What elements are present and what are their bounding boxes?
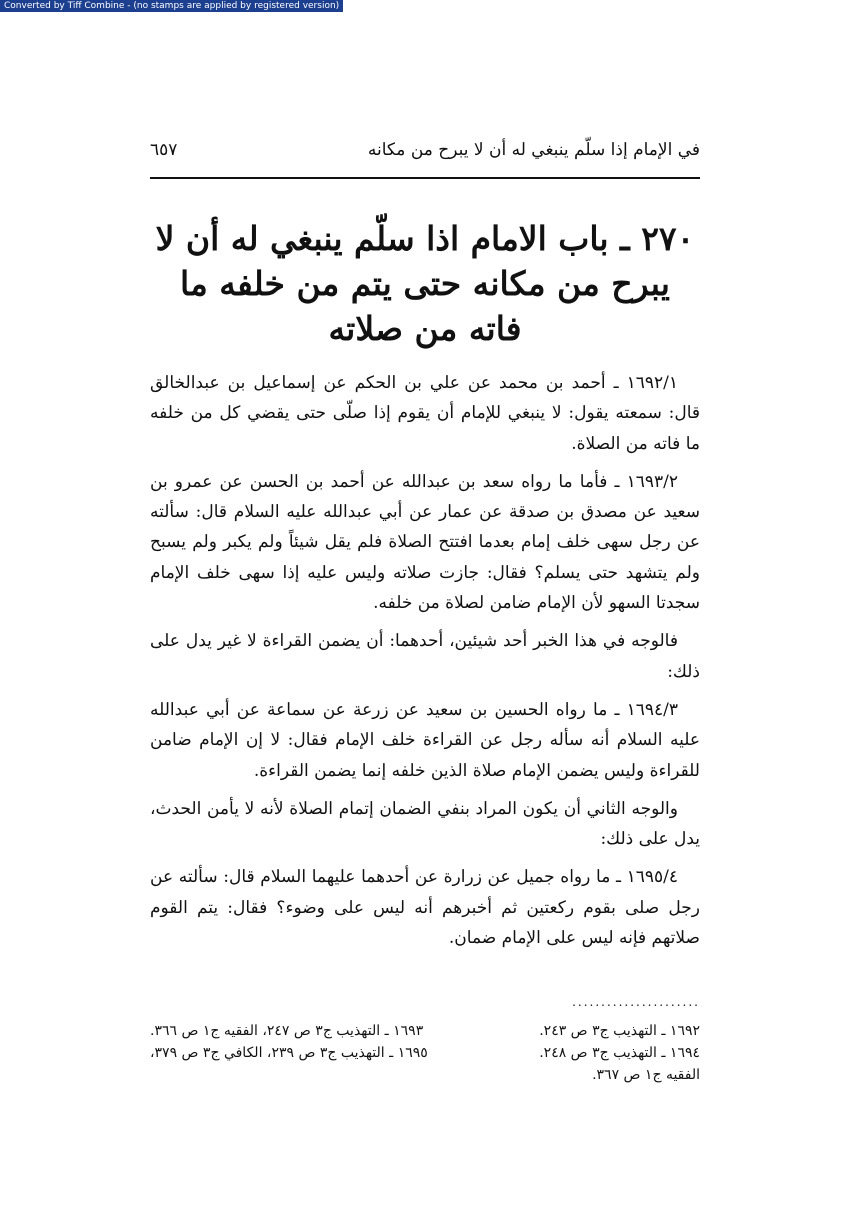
footnote-row — [150, 1020, 700, 1042]
running-title: في الإمام إذا سلّم ينبغي له أن لا يبرح من مكانه — [367, 140, 700, 160]
footnote-1695: ١٦٩٥ ـ التهذيب ج٣ ص ٢٣٩، الكافي ج٣ ص ٣٧٩، — [150, 1045, 428, 1061]
footnote-row — [150, 1042, 700, 1064]
page-header — [150, 132, 700, 168]
paragraph-hadith-1695: ١٦٩٥/٤ ـ ما رواه جميل عن زرارة عن أحدهما عليهما السلام قال: سألته عن رجل صلى بقوم ركعتين ثم أخبرهم أنه ليس على وضوء؟ فقال: يتم القوم صلاتهم فإنه ليس على الإمام ضمان. — [150, 867, 700, 949]
footnote-separator: ...................... — [572, 995, 700, 1009]
page-number: ٦٥٧ — [150, 140, 178, 160]
paragraph-commentary-2: والوجه الثاني أن يكون المراد بنفي الضمان إتمام الصلاة لأنه لا يأمن الحدث، يدل على ذلك: — [150, 798, 700, 850]
paragraph-hadith-1693: ١٦٩٣/٢ ـ فأما ما رواه سعد بن عبدالله عن أحمد بن الحسن عن عمرو بن سعيد عن مصدق بن صدقة عن عمار عن أبي عبدالله عليه السلام قال: سألته عن رجل سهى خلف إمام بعدما افتتح الصلاة فلم يقل شيئاً ولم يكبر ولم يسبح ولم يتشهد حتى يسلم؟ فقال: جازت صلاته وليس عليه إذا سهى خلف الإمام سجدتا السهو لأن الإمام ضامن لصلاة من خلفه. — [150, 471, 700, 614]
footnote-1694: ١٦٩٤ ـ التهذيب ج٣ ص ٢٤٨. — [539, 1045, 700, 1061]
chapter-title: ٢٧٠ ـ باب الامام اذا سلّم ينبغي له أن لا يبرح من مكانه حتى يتم من خلفه ما فاته من صلاته — [155, 219, 695, 348]
paragraph-commentary-1: فالوجه في هذا الخبر أحد شيئين، أحدهما: أن يضمن القراءة لا غير يدل على ذلك: — [150, 631, 700, 682]
footnote-1695-continued: الفقيه ج١ ص ٣٦٧. — [592, 1067, 700, 1083]
paragraph-hadith-1692: ١٦٩٢/١ ـ أحمد بن محمد عن علي بن الحكم عن إسماعيل بن عبدالخالق قال: سمعته يقول: لا ينبغي للإمام أن يقوم إذا صلّى حتى يقضي كل من خلفه ما فاته من الصلاة. — [150, 373, 700, 454]
footnotes — [150, 1020, 700, 1086]
paragraph-hadith-1694: ١٦٩٤/٣ ـ ما رواه الحسين بن سعيد عن زرعة عن سماعة عن أبي عبدالله عليه السلام أنه سأله رجل عن القراءة خلف الإمام فقال: لا إن الإمام ضامن للقراءة وليس يضمن الإمام صلاة الذين خلفه إنما يضمن القراءة. — [150, 699, 700, 781]
converter-watermark: Converted by Tiff Combine - (no stamps are applied by registered version) — [0, 0, 343, 12]
footnote-1693: ١٦٩٣ ـ التهذيب ج٣ ص ٢٤٧، الفقيه ج١ ص ٣٦٦. — [150, 1023, 424, 1039]
main-text — [150, 368, 700, 961]
header-rule — [150, 177, 700, 179]
footnote-1692: ١٦٩٢ ـ التهذيب ج٣ ص ٢٤٣. — [539, 1023, 700, 1039]
